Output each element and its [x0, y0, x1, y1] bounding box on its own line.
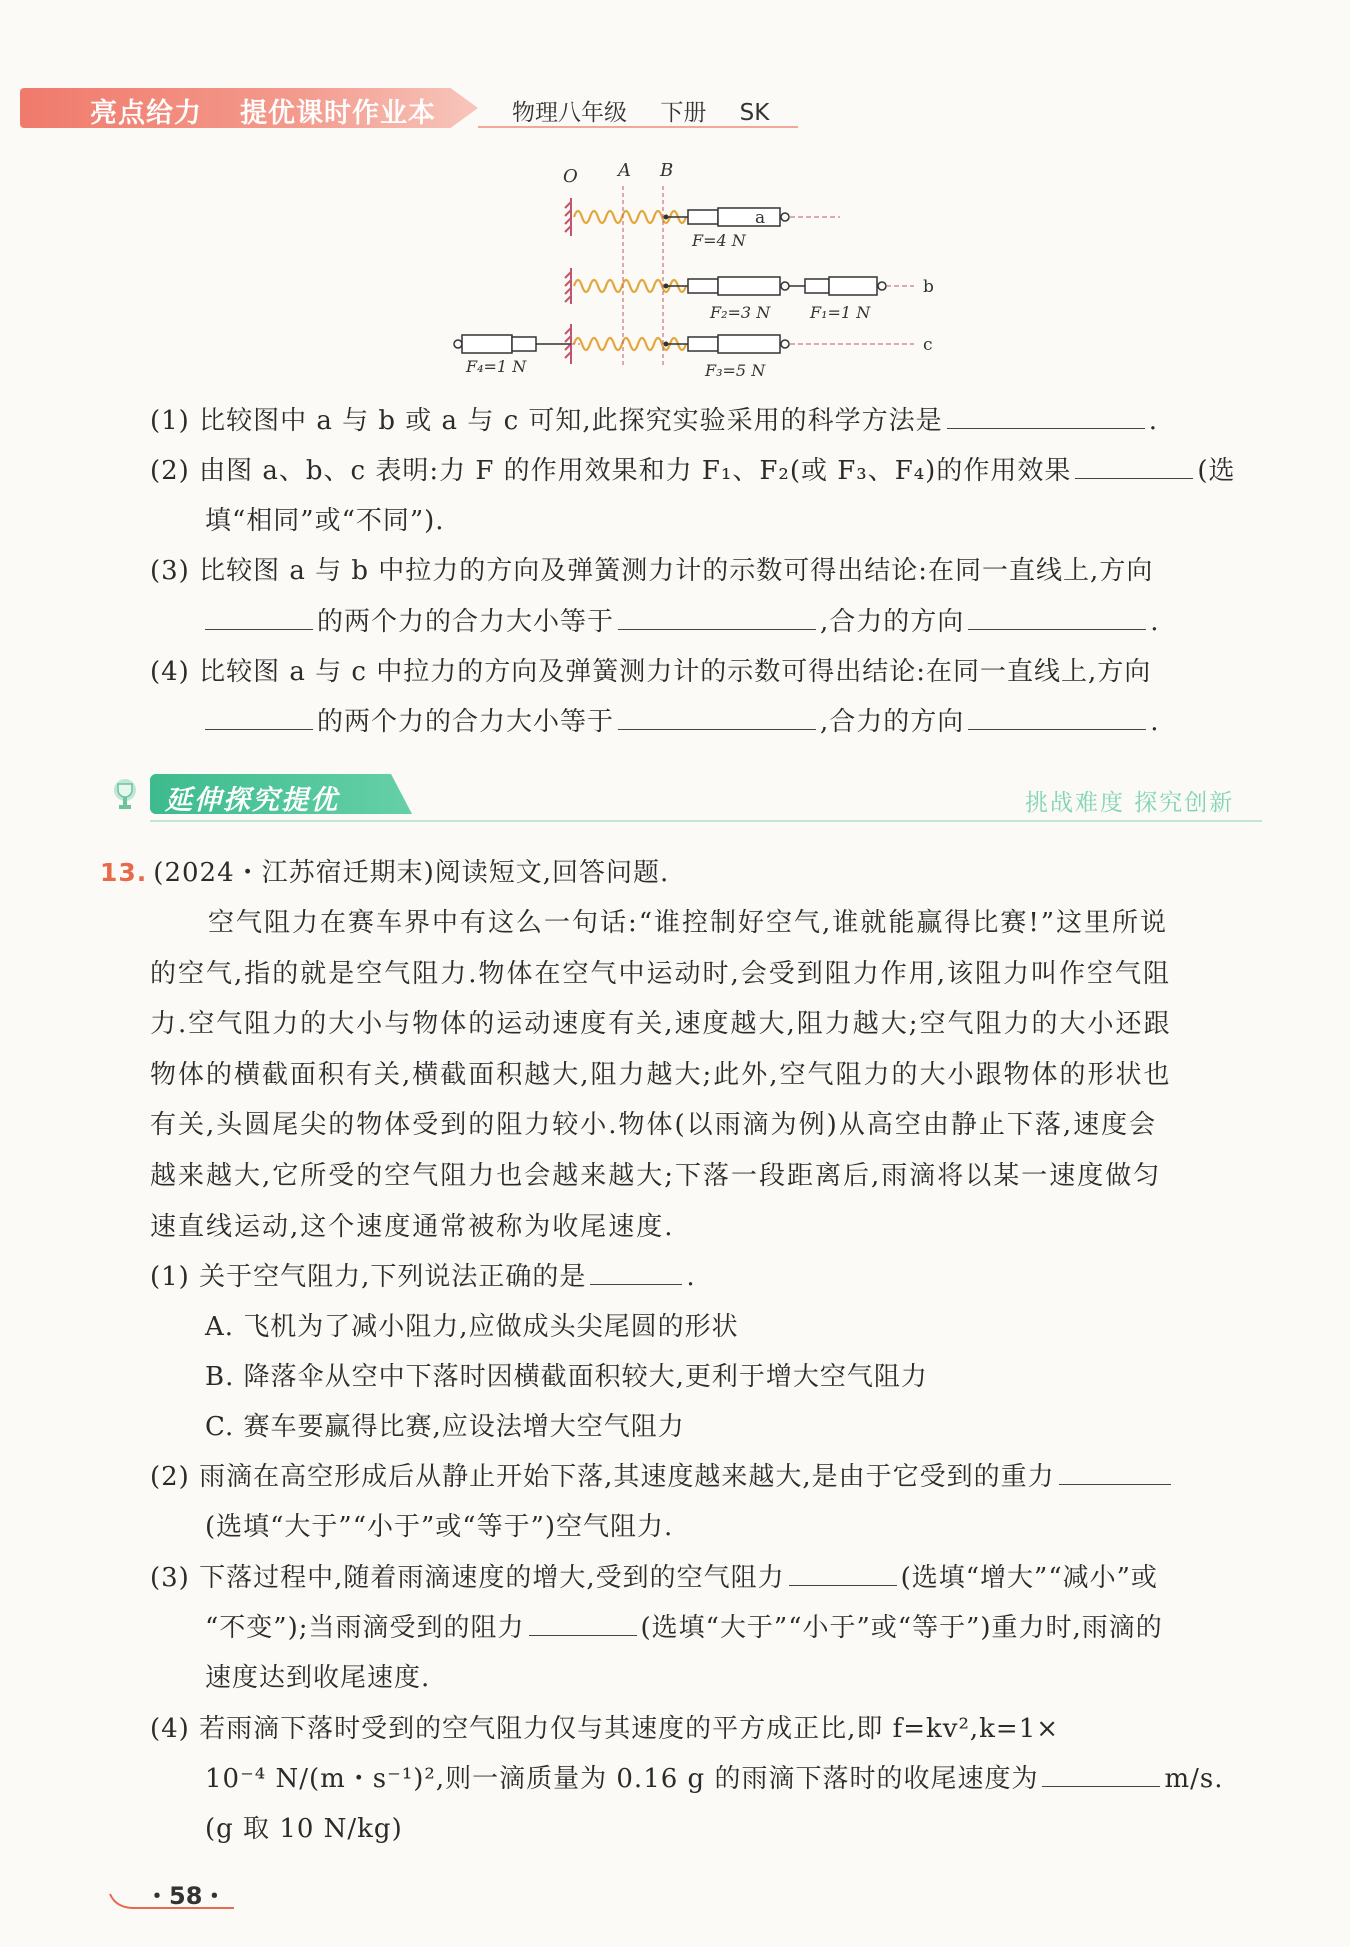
q13-part4: (4) 若雨滴下落时受到的空气阻力仅与其速度的平方成正比,即 f=kv²,k=1×: [150, 1714, 1060, 1744]
q13-part3-blank1[interactable]: [789, 1559, 897, 1586]
point-b-label: B: [660, 160, 674, 181]
q12-part2-text-b: (选: [1197, 456, 1236, 486]
q12-part3-blank3[interactable]: [968, 603, 1146, 630]
force-f-label: F=4 N: [692, 231, 746, 250]
q12-part3-text-c: ,合力的方向: [820, 607, 965, 637]
q12-part3-end: .: [1150, 607, 1160, 637]
q12-part4-end: .: [1150, 707, 1160, 737]
section-divider: [150, 820, 1262, 822]
passage-line: 空气阻力在赛车界中有这么一句话:“谁控制好空气,谁就能赢得比赛!”这里所说: [208, 908, 1169, 938]
force-f3-label: F₃=5 N: [705, 361, 766, 380]
q13-part4-text-c: m/s.: [1164, 1764, 1224, 1794]
force-f2-label: F₂=3 N: [710, 303, 771, 322]
q12-part3: (3) 比较图 a 与 b 中拉力的方向及弹簧测力计的示数可得出结论:在同一直线上,方向: [150, 556, 1154, 586]
trophy-icon: [110, 776, 140, 816]
section-tagline: 挑战难度 探究创新: [1025, 790, 1235, 816]
spring-scale-row-b-1: [668, 277, 789, 295]
header-subject-info: [512, 94, 795, 127]
point-a-label: A: [618, 160, 631, 181]
q13-part1: [150, 1252, 696, 1302]
q13-part4-text-b: 10⁻⁴ N/(m・s⁻¹)²,则一滴质量为 0.16 g 的雨滴下落时的收尾速度为: [205, 1764, 1039, 1794]
q13-part2-blank[interactable]: [1059, 1458, 1171, 1485]
page-number: ・58・: [145, 1882, 227, 1910]
q13-part2-text: (2) 雨滴在高空形成后从静止开始下落,其速度越来越大,是由于它受到的重力: [150, 1462, 1055, 1492]
q13-source: (2024・江苏宿迁期末)阅读短文,回答问题.: [153, 858, 670, 888]
q13-part1-text: (1) 关于空气阻力,下列说法正确的是: [150, 1262, 587, 1292]
passage-line: 有关,头圆尾尖的物体受到的阻力较小.物体(以雨滴为例)从高空由静止下落,速度会: [150, 1110, 1158, 1141]
q13-part1-blank[interactable]: [590, 1258, 682, 1285]
q12-part3-blank2[interactable]: [618, 603, 816, 630]
q13-option-b[interactable]: B. 降落伞从空中下落时因横截面积较大,更利于增大空气阻力: [205, 1362, 928, 1392]
book-subtitle: 提优课时作业本: [240, 98, 436, 129]
volume-label: 下册: [660, 100, 707, 126]
subject-label: 物理八年级: [512, 100, 627, 126]
passage-line: 物体的横截面积有关,横截面积越大,阻力越大;此外,空气阻力的大小跟物体的形状也: [150, 1059, 1172, 1090]
q12-part2-cont: 填“相同”或“不同”).: [205, 506, 445, 536]
q12-part4-blank2[interactable]: [618, 703, 816, 730]
q12-part2-blank[interactable]: [1075, 452, 1193, 479]
edition-label: SK: [739, 100, 770, 126]
q13-part3-text-b: (选填“增大”“减小”或: [900, 1563, 1158, 1593]
q13-part3-blank2[interactable]: [529, 1609, 637, 1636]
q12-part1-text: (1) 比较图中 a 与 b 或 a 与 c 可知,此探究实验采用的科学方法是: [150, 406, 943, 436]
row-a-label: a: [755, 208, 766, 228]
passage-line: 越来越大,它所受的空气阻力也会越来越大;下落一段距离后,雨滴将以某一速度做匀: [150, 1160, 1162, 1191]
q13-part3: [150, 1553, 1158, 1603]
q12-part4-text-c: ,合力的方向: [820, 707, 965, 737]
q13-part3-text-d: (选填“大于”“小于”或“等于”)重力时,雨滴的: [640, 1613, 1163, 1643]
q13-header: [100, 848, 669, 898]
passage-line: 速直线运动,这个速度通常被称为收尾速度.: [150, 1211, 675, 1242]
force-f1-label: F₁=1 N: [810, 303, 871, 322]
question-number: 13.: [100, 858, 148, 887]
q13-part2-cont: (选填“大于”“小于”或“等于”)空气阻力.: [205, 1512, 674, 1542]
q12-part3-text-b: 的两个力的合力大小等于: [317, 607, 615, 637]
q12-part3-blank1[interactable]: [205, 603, 313, 630]
q12-part1: [150, 396, 1158, 446]
point-o-label: O: [563, 166, 578, 187]
q12-part1-end: .: [1148, 406, 1158, 436]
row-c-label: c: [923, 335, 933, 355]
q13-part4-note: (g 取 10 N/kg): [205, 1814, 403, 1844]
header-divider: [478, 126, 798, 128]
row-b-label: b: [923, 277, 934, 297]
q12-part4: (4) 比较图 a 与 c 中拉力的方向及弹簧测力计的示数可得出结论:在同一直线上,方向: [150, 657, 1152, 687]
q13-part2: [150, 1452, 1175, 1502]
spring-scale-row-b-2: [789, 277, 886, 295]
force-f4-label: F₄=1 N: [466, 357, 527, 376]
book-title: 亮点给力: [90, 98, 202, 129]
force-f4-label-box: [460, 352, 580, 380]
q13-part3-end: 速度达到收尾速度.: [205, 1663, 431, 1693]
q13-part1-end: .: [686, 1262, 696, 1292]
q13-part3-text: (3) 下落过程中,随着雨滴速度的增大,受到的空气阻力: [150, 1563, 785, 1593]
spring-scale-row-a: [668, 208, 789, 226]
q13-part4-blank[interactable]: [1042, 1760, 1160, 1787]
q12-part4-blank3[interactable]: [968, 703, 1146, 730]
q12-part2-text: (2) 由图 a、b、c 表明:力 F 的作用效果和力 F₁、F₂(或 F₃、F₄)的作用效果: [150, 456, 1072, 486]
q12-part4-cont: [205, 697, 1160, 747]
passage-line: 的空气,指的就是空气阻力.物体在空气中运动时,会受到阻力作用,该阻力叫作空气阻: [150, 958, 1172, 989]
q13-passage: [150, 898, 1265, 1252]
q13-option-a[interactable]: A. 飞机为了减小阻力,应做成头尖尾圆的形状: [205, 1312, 739, 1342]
spring-scale-row-c-1: [668, 335, 789, 353]
q12-part4-text-b: 的两个力的合力大小等于: [317, 707, 615, 737]
q13-option-c[interactable]: C. 赛车要赢得比赛,应设法增大空气阻力: [205, 1412, 685, 1442]
section-title: 延伸探究提优: [165, 785, 339, 816]
q13-part3-cont: [205, 1603, 1163, 1653]
q13-part4-cont: [205, 1754, 1223, 1804]
q13-part3-text-c: “不变”);当雨滴受到的阻力: [205, 1613, 525, 1643]
q12-part4-blank1[interactable]: [205, 703, 313, 730]
q12-part1-blank[interactable]: [947, 402, 1145, 429]
q12-part2: [150, 446, 1235, 496]
q12-part3-cont: [205, 597, 1160, 647]
passage-line: 力.空气阻力的大小与物体的运动速度有关,速度越大,阻力越大;空气阻力的大小还跟: [150, 1009, 1172, 1040]
